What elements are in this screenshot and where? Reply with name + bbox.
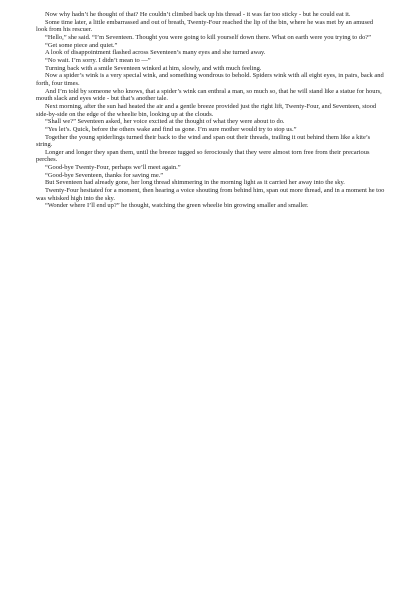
paragraph: A look of disappointment flashed across Seventeen’s many eyes and she turned away.: [45, 49, 266, 57]
paragraph: Together the young spiderlings turned their back to the wind and span out their threads, trailing it out behind them like a kite’s string.: [36, 133, 371, 149]
paragraph: Turning back with a smile Seventeen winked at him, slowly, and with much feeling.: [45, 64, 262, 72]
paragraph: “Get some piece and quiet.”: [45, 41, 118, 49]
paragraph: “Good-bye Seventeen, thanks for saving me.”: [45, 171, 164, 179]
paragraph: “Shall we?” Seventeen asked, her voice excited at the thought of what they were about to do.: [45, 118, 285, 126]
paragraph: “No wait. I’m sorry. I didn’t mean to —”: [45, 56, 151, 64]
paragraph: And I’m told by someone who knows, that a spider’s wink can enthral a man, so much so, that he will stand like a statue for hours, mouth slack and eyes wide - but that’s another tale.: [36, 87, 382, 103]
document-page: [36, 11, 386, 210]
paragraph: Now why hadn’t he thought of that? He couldn’t climbed back up his thread - it was far too sticky - but he could eat it.: [45, 11, 351, 18]
paragraph: “Good-bye Twenty-Four, perhaps we’ll meet again.”: [45, 164, 181, 172]
paragraph: Next morning, after the sun had heated the air and a gentle breeze provided just the right lift, Twenty-Four, and Seventeen, stood side-by-side on the edge of the wheelie bin, looking up at the clouds.: [36, 102, 377, 118]
paragraph: But Seventeen had already gone, her long thread shimmering in the morning light as it carried her away into the sky.: [45, 179, 345, 187]
paragraph: Now a spider’s wink is a very special wink, and something wondrous to behold. Spiders wink with all eight eyes, in pairs, back and forth, four times.: [36, 72, 384, 87]
paragraph: “Yes let’s. Quick, before the others wake and find us gone. I’m sure mother would try to stop us.”: [45, 125, 297, 133]
paragraph: Twenty-Four hesitated for a moment, then hearing a voice shouting from behind him, span out more thread, and in a moment he too was whisked high into the sky.: [36, 187, 385, 202]
paragraph: Some time later, a little embarrassed and out of breath, Twenty-Four reached the lip of the bin, where he was met by an amused look from his rescuer.: [36, 18, 374, 34]
paragraph: “Wonder where I’ll end up?” he thought, watching the green wheelie bin growing smaller and smaller.: [45, 202, 309, 210]
paragraph: “Hello,” she said. “I’m Seventeen. Thought you were going to kill yourself down there. What on earth were you trying to do?”: [45, 33, 372, 41]
paragraph: Longer and longer they span them, until the breeze tugged so ferociously that they were almost torn free from their precarious perches.: [36, 148, 370, 164]
